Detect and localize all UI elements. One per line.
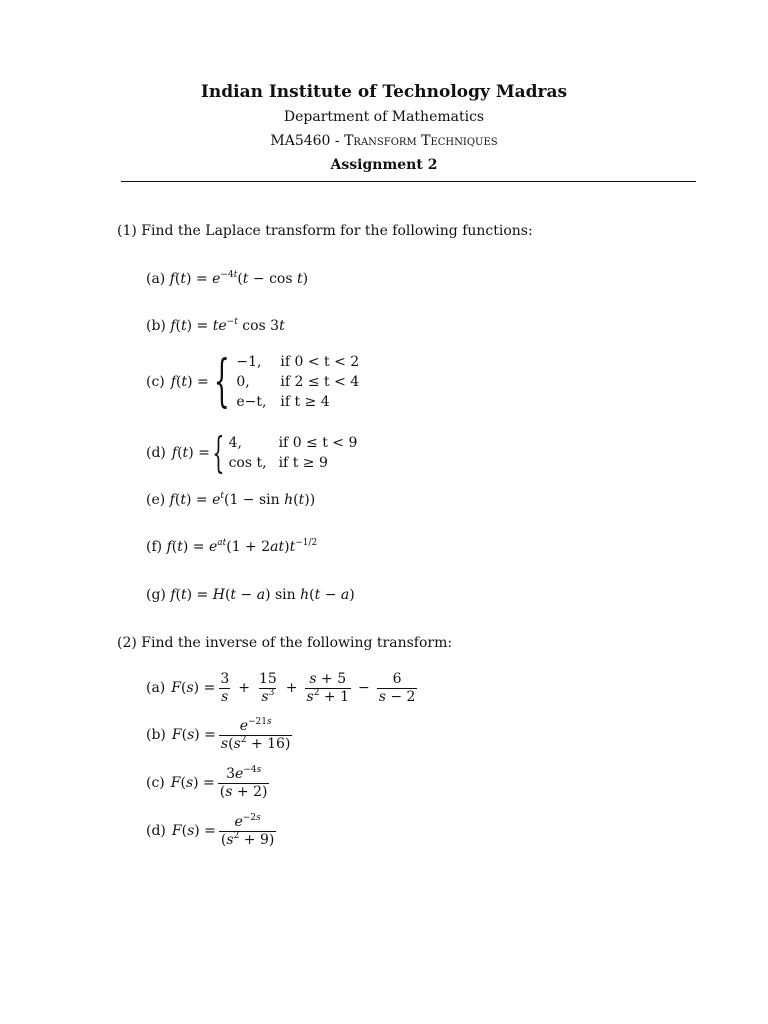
item-label: (g) <box>146 587 166 603</box>
item-label: (f) <box>146 539 163 555</box>
q2-item-d: (d) F(s) = $\frac{e^{-2s}}{(s^2 + 9)}$ <box>146 813 275 848</box>
fraction: $\frac{6}{s - 2}$ <box>378 671 416 705</box>
case-value: e−t, <box>236 394 267 410</box>
header-rule <box>121 181 696 182</box>
case-value: 0, <box>236 374 250 390</box>
q2-item-b: (b) F(s) = $\frac{e^{-21s}}{s(s^2 + 16)}$ <box>146 717 291 752</box>
fraction: $\frac{3e^{-4s}}{(s + 2)}$ <box>219 765 268 800</box>
institute-name: Indian Institute of Technology Madras <box>200 82 568 102</box>
question-1-prompt: (1) Find the Laplace transform for the following functions: <box>117 223 533 239</box>
course-name: Transform Techniques <box>344 133 498 149</box>
question-2-prompt: (2) Find the inverse of the following transform: <box>117 635 453 651</box>
case-value: −1, <box>236 354 262 370</box>
q1-item-g: (g) f(t) = H(t − a) sin h(t − a) <box>146 587 355 603</box>
item-label: (e) <box>146 492 166 508</box>
fraction: $\frac{s + 5}{s^2 + 1}$ <box>306 671 349 705</box>
item-label: (d) <box>146 445 166 461</box>
case-condition: if 2 ≤ t < 4 <box>280 374 360 390</box>
item-label: (b) <box>146 318 166 334</box>
left-brace: { <box>212 428 225 477</box>
fraction: $\frac{3}{s}$ <box>220 671 230 705</box>
item-label: (c) <box>146 775 165 792</box>
assignment-title: Assignment 2 <box>330 157 438 173</box>
q1-item-f: (f) $f(t) = e^{at}(1 + 2at)t^{-1/2}$ <box>146 538 318 555</box>
case-row <box>229 435 358 451</box>
case-value: 4, <box>228 435 242 451</box>
q1-item-e: (e) $f(t) = e^t(1 - \sin h(t))$ <box>146 491 316 508</box>
case-condition: if t ≥ 4 <box>280 394 330 410</box>
q2-item-c: (c) F(s) = $\frac{3e^{-4s}}{(s + 2)}$ <box>146 765 268 800</box>
q1-item-b: (b) $f(t) = te^{-t}$ cos 3t <box>146 317 285 334</box>
course-code: MA5460 - <box>270 133 340 149</box>
course-title <box>0 133 768 149</box>
equation: f <box>169 271 175 287</box>
item-label: (a) <box>146 680 166 697</box>
case-condition: if t ≥ 9 <box>278 455 328 471</box>
piecewise-cases <box>236 354 359 410</box>
left-brace: { <box>213 349 230 414</box>
q1-item-a: (a) $f(t) = e^{-4t}(t - \cos t)$ <box>146 270 309 287</box>
department-name: Department of Mathematics <box>283 109 485 125</box>
case-row <box>236 354 359 370</box>
case-value: cos t, <box>228 455 267 471</box>
q1-item-c: (c) f(t) = { −1, if 0 < t < 2 0, if 2 ≤ t < 4 e−t, if t ≥ 4 <box>146 349 360 414</box>
item-label: (c) <box>146 374 165 390</box>
case-row <box>229 455 358 471</box>
item-label: (d) <box>146 823 166 840</box>
item-label: (a) <box>146 271 166 287</box>
case-condition: if 0 < t < 2 <box>280 354 360 370</box>
case-condition: if 0 ≤ t < 9 <box>278 435 358 451</box>
q2-item-a: (a) F(s) = $\frac{3}{s}$ + $\frac{15}{s^3}$ + $\frac{s + 5}{s^2 + 1}$ − $\frac{6}{s - 2}$ <box>146 671 416 705</box>
fraction: $\frac{e^{-2s}}{(s^2 + 9)}$ <box>220 813 275 848</box>
fraction: $\frac{e^{-21s}}{s(s^2 + 16)}$ <box>220 717 291 752</box>
item-label: (b) <box>146 727 166 744</box>
q1-item-d: (d) f(t) = { 4, if 0 ≤ t < 9 cos t, if t ≥ 9 <box>146 428 358 477</box>
case-row <box>236 374 359 390</box>
piecewise-cases <box>229 435 358 471</box>
case-row <box>236 394 359 410</box>
fraction: $\frac{15}{s^3}$ <box>258 671 277 705</box>
